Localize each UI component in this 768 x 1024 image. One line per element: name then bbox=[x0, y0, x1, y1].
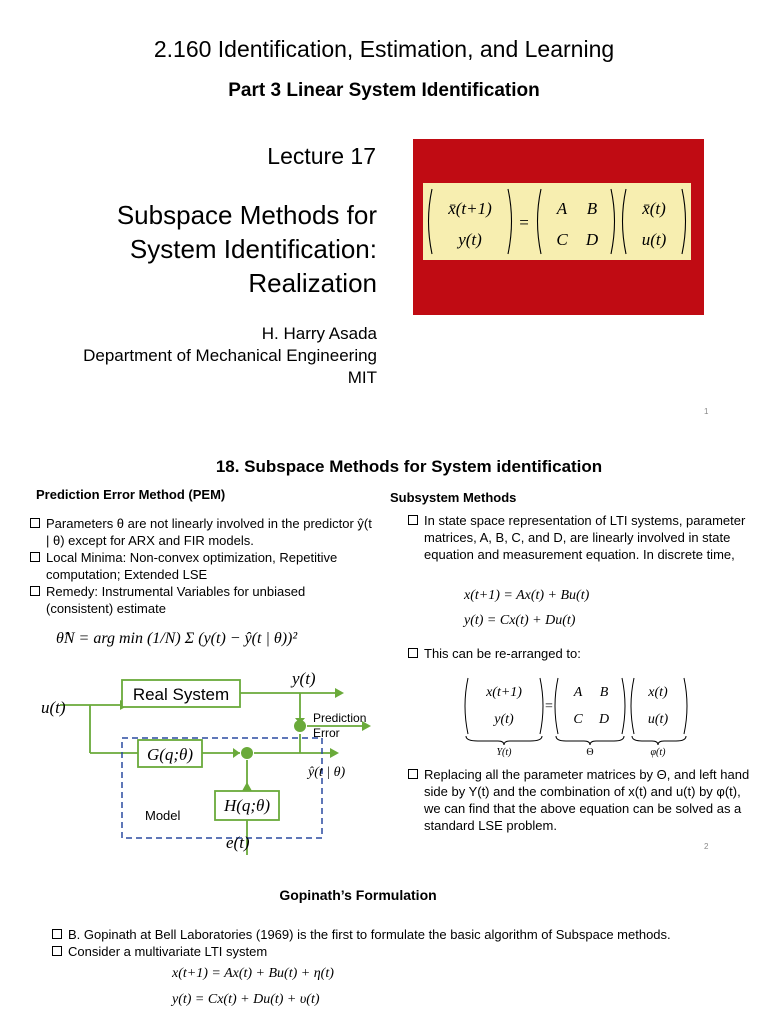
matrix-m11: A bbox=[573, 685, 583, 700]
eq-m11: A bbox=[556, 199, 568, 218]
pem-bullet: Local Minima: Non-convex optimization, Repetitive computation; Extended LSE bbox=[30, 549, 375, 583]
pem-bullets bbox=[30, 515, 375, 617]
eq-lhs-bottom: y(t) bbox=[458, 230, 482, 249]
slide3-bullet: Consider a multivariate LTI system bbox=[52, 943, 762, 960]
matrix-lhs-top: x(t+1) bbox=[486, 685, 522, 700]
subsystem-bullet: Replacing all the parameter matrices by Θ, and left hand side by Y(t) and the combination of x(t) and u(t) by φ(t), we can find that the above equation can be solved as a standard LSE problem. bbox=[408, 766, 753, 834]
subsystem-bullet: This can be re-arranged to: bbox=[408, 645, 748, 662]
model-sum-node bbox=[241, 747, 253, 759]
eq-equals: = bbox=[519, 213, 529, 232]
subsystem-bullets-3 bbox=[408, 766, 753, 834]
pem-heading: Prediction Error Method (PEM) bbox=[36, 487, 226, 502]
matrix-rhs-bottom: u(t) bbox=[647, 712, 669, 727]
brace-theta-label: Θ bbox=[586, 747, 594, 758]
block-diagram bbox=[30, 660, 390, 860]
subsystem-bullets-2 bbox=[408, 645, 748, 662]
pem-bullet: Parameters θ are not linearly involved in the predictor ŷ(t | θ) except for ARX and FIR models. bbox=[30, 515, 375, 549]
eq-m12: B bbox=[586, 199, 598, 218]
paren bbox=[555, 678, 558, 734]
slide3-bullet: B. Gopinath at Bell Laboratories (1969) is the first to formulate the basic algorithm of Subspace methods. bbox=[52, 926, 762, 943]
slide1-page-number: 1 bbox=[704, 407, 709, 416]
paren bbox=[631, 678, 634, 734]
lecture-topic bbox=[0, 198, 377, 300]
paren bbox=[508, 189, 512, 254]
title-equation bbox=[423, 183, 691, 260]
author-block bbox=[0, 323, 377, 389]
brace-y-label: Y(t) bbox=[496, 747, 512, 758]
diagram-yhat: ŷ(t | θ) bbox=[308, 765, 346, 780]
paren bbox=[684, 678, 687, 734]
pem-bullet: Remedy: Instrumental Variables for unbiased (consistent) estimate bbox=[30, 583, 375, 617]
part-title: Part 3 Linear System Identification bbox=[228, 80, 540, 101]
real-system-label: Real System bbox=[132, 685, 230, 704]
rearranged-matrix-equation bbox=[458, 674, 698, 760]
matrix-m12: B bbox=[599, 685, 609, 700]
matrix-rhs-top: x(t) bbox=[648, 685, 668, 700]
eq-rhs-top: x̄(t) bbox=[642, 199, 666, 218]
pem-equation: θ̂N = arg min (1/N) Σ (y(t) − ŷ(t | θ))² bbox=[56, 630, 298, 647]
diagram-noise: e(t) bbox=[226, 833, 250, 852]
paren bbox=[429, 189, 433, 254]
paren bbox=[540, 678, 543, 734]
matrix-m21: C bbox=[573, 712, 583, 727]
paren bbox=[611, 189, 615, 254]
lecture-number: Lecture 17 bbox=[267, 143, 376, 169]
brace-phi bbox=[632, 736, 686, 745]
state-eq-1: x(t+1) = Ax(t) + Bu(t) bbox=[464, 588, 590, 603]
paren bbox=[682, 189, 686, 254]
matrix-lhs-bottom: y(t) bbox=[494, 712, 514, 727]
eq-m22: D bbox=[585, 230, 599, 249]
paren bbox=[465, 678, 468, 734]
g-block-label: G(q;θ) bbox=[146, 745, 194, 764]
title-equation-box bbox=[423, 183, 691, 260]
eq-rhs-bottom: u(t) bbox=[641, 230, 667, 249]
paren bbox=[538, 189, 542, 254]
matrix-m22: D bbox=[598, 712, 610, 727]
slide3-title: Gopinath’s Formulation bbox=[279, 887, 437, 903]
subsystem-bullet: In state space representation of LTI systems, parameter matrices, A, B, C, and D, are linearly involved in state equation and measurement equation. In discrete time, bbox=[408, 512, 748, 563]
slide3-eq-1: x(t+1) = Ax(t) + Bu(t) + η(t) bbox=[172, 966, 334, 981]
topic-line-3: Realization bbox=[248, 268, 377, 298]
slide2-page-number: 2 bbox=[704, 842, 709, 851]
model-label: Model bbox=[145, 808, 181, 823]
eq-lhs-top: x̄(t+1) bbox=[448, 199, 492, 218]
h-block-label: H(q;θ) bbox=[223, 796, 271, 815]
prediction-label: Prediction bbox=[313, 711, 367, 725]
author-department: Department of Mechanical Engineering bbox=[83, 346, 377, 365]
slide3-bullets bbox=[52, 926, 762, 960]
svg-text:=: = bbox=[545, 699, 553, 714]
author-name: H. Harry Asada bbox=[261, 324, 377, 343]
slide2-title: 18. Subspace Methods for System identification bbox=[215, 457, 603, 476]
topic-line-2: System Identification: bbox=[129, 234, 377, 264]
topic-line-1: Subspace Methods for bbox=[116, 200, 377, 230]
brace-phi-label: φ(t) bbox=[650, 747, 666, 758]
error-label: Error bbox=[313, 726, 340, 740]
brace-y bbox=[466, 736, 542, 745]
error-sum-node bbox=[294, 720, 306, 732]
diagram-input: u(t) bbox=[41, 698, 66, 717]
paren bbox=[622, 678, 625, 734]
brace-theta bbox=[556, 736, 624, 745]
slide3-eq-2: y(t) = Cx(t) + Du(t) + υ(t) bbox=[172, 992, 320, 1007]
course-title: 2.160 Identification, Estimation, and Learning bbox=[153, 36, 615, 62]
subsystem-bullets-1 bbox=[408, 512, 748, 563]
diagram-output: y(t) bbox=[292, 669, 316, 688]
subsystem-heading: Subsystem Methods bbox=[390, 490, 517, 505]
state-eq-2: y(t) = Cx(t) + Du(t) bbox=[464, 613, 576, 628]
eq-m21: C bbox=[556, 230, 568, 249]
author-institution: MIT bbox=[347, 368, 377, 387]
paren bbox=[623, 189, 627, 254]
